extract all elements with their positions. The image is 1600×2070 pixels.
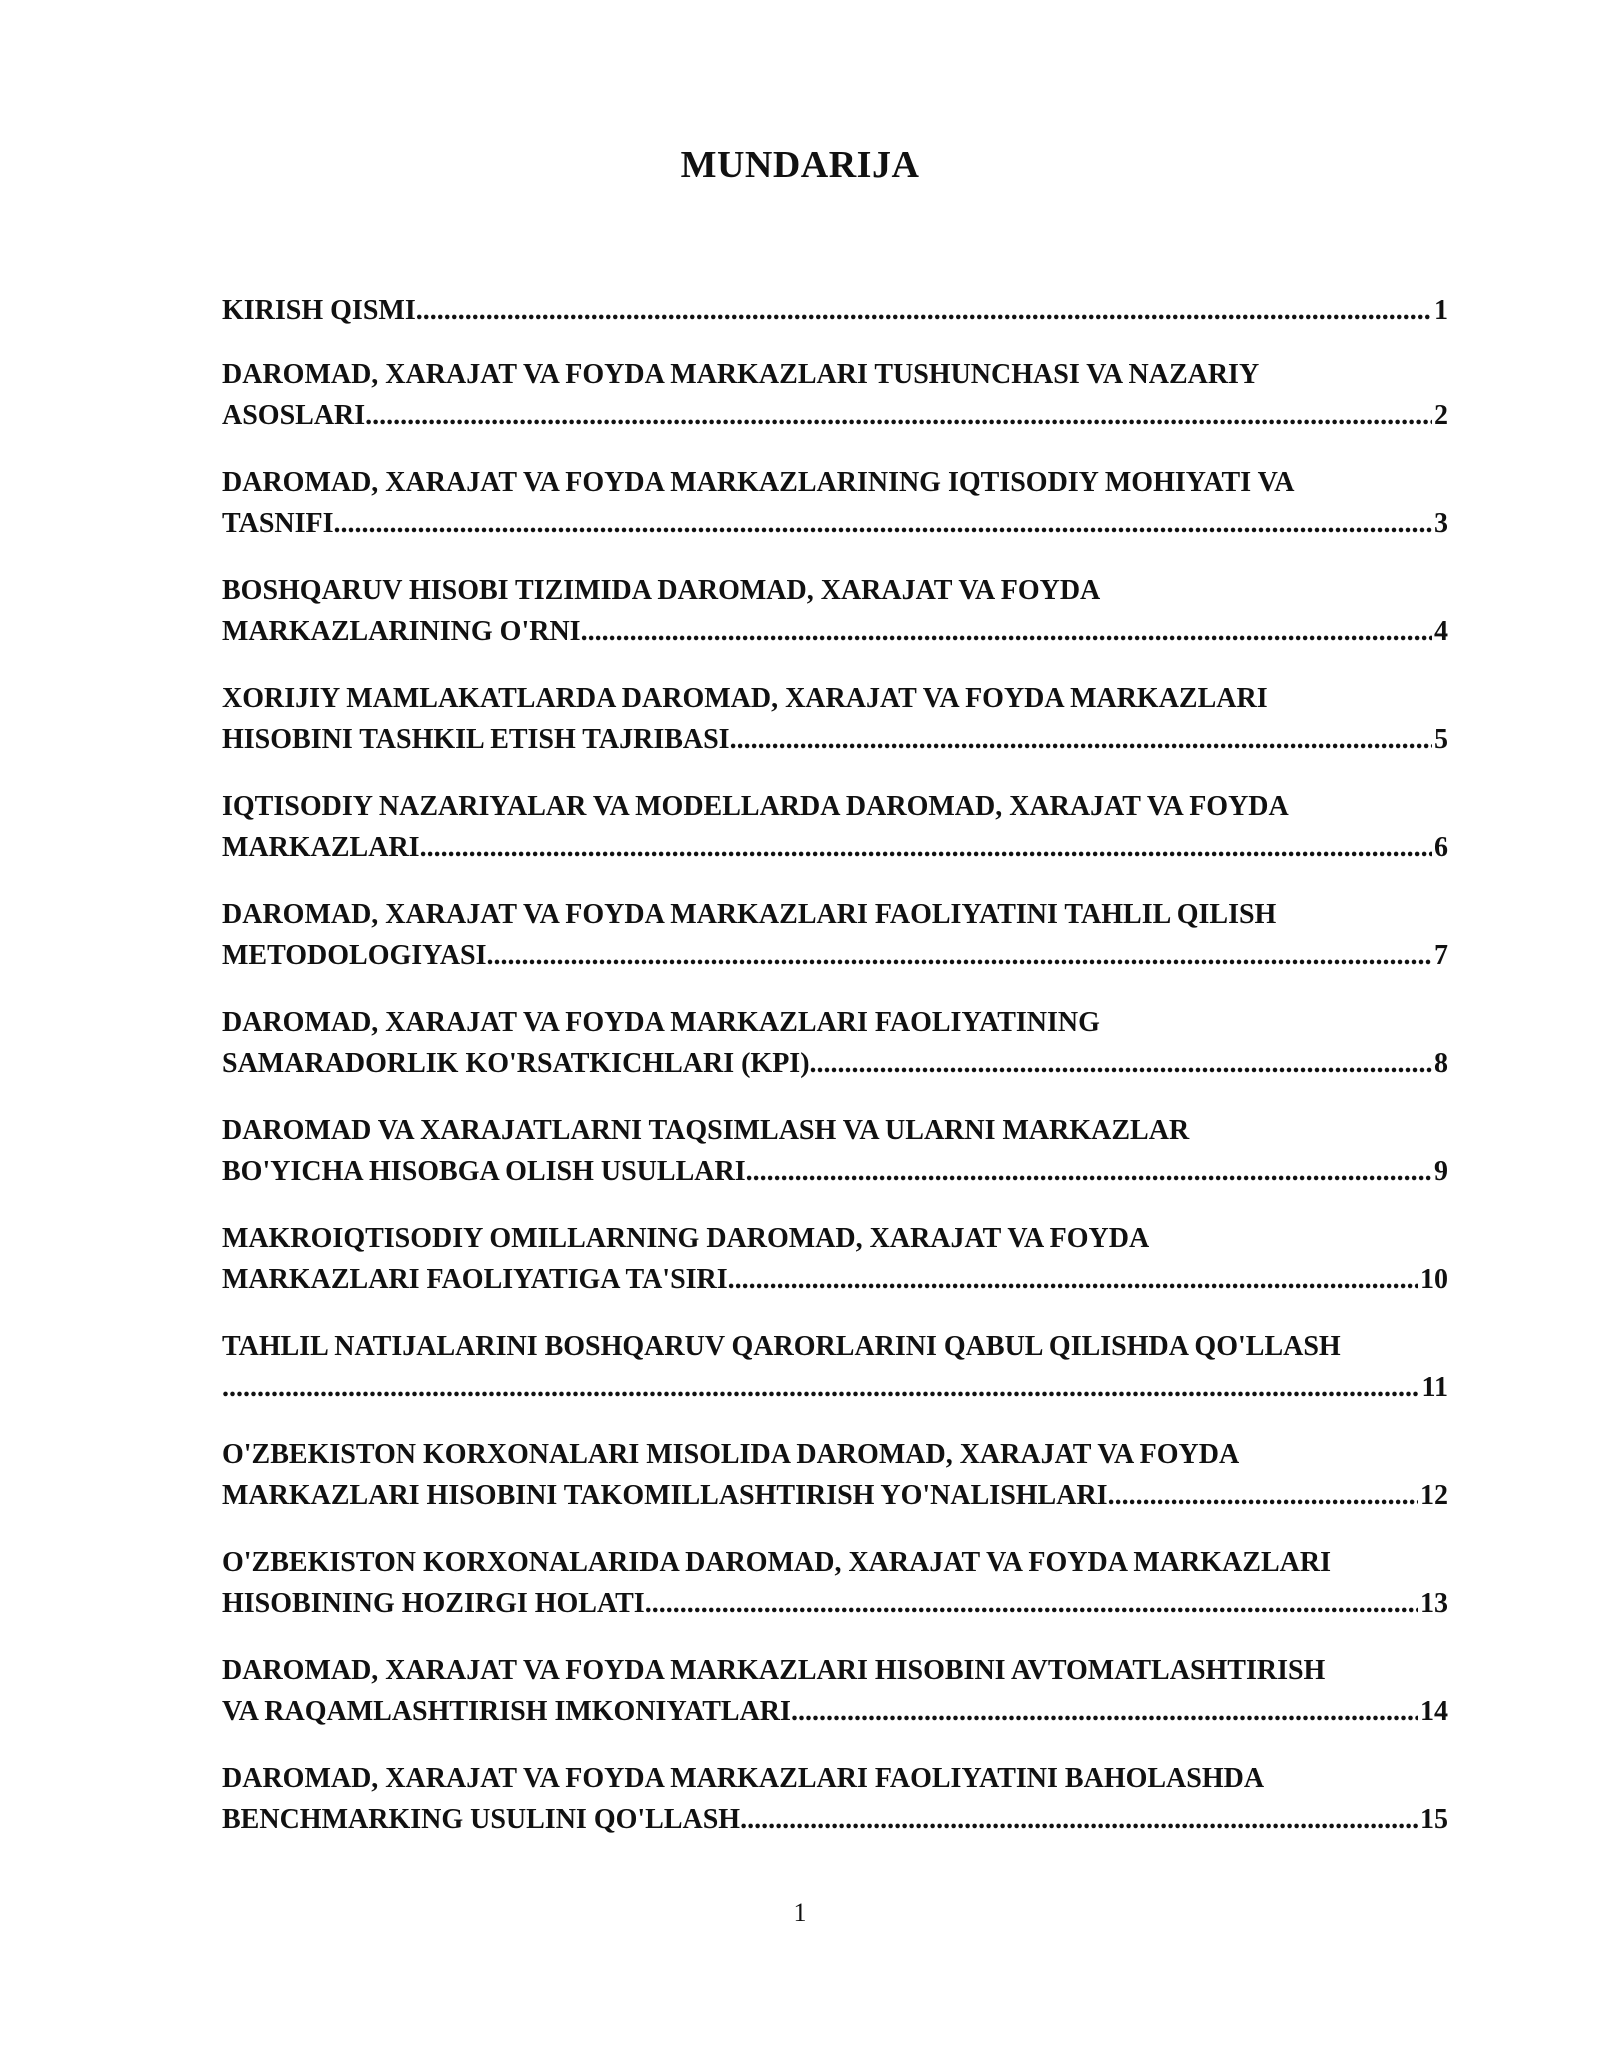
toc-entry-title-line: O'ZBEKISTON KORXONALARI MISOLIDA DAROMAD, XARAJAT VA FOYDA [222, 1439, 1240, 1470]
toc-entry-title-line: MARKAZLARI HISOBINI TAKOMILLASHTIRISH YO'NALISHLARI [222, 1480, 1108, 1511]
toc-entry-leader-line [222, 503, 1448, 544]
toc-entry-leader-line [222, 1691, 1448, 1732]
toc-page-number: 6 [1434, 832, 1448, 863]
toc-page-number: 11 [1421, 1372, 1448, 1403]
toc-page-number: 1 [1434, 295, 1448, 326]
table-of-contents [222, 290, 1448, 1866]
toc-entry[interactable] [222, 354, 1448, 436]
toc-entry[interactable] [222, 786, 1448, 868]
dot-leader [1108, 1475, 1418, 1516]
toc-entry-title-line: DAROMAD, XARAJAT VA FOYDA MARKAZLARI HISOBINI AVTOMATLASHTIRISH [222, 1655, 1326, 1686]
toc-page-number: 12 [1420, 1480, 1448, 1511]
toc-entry-title-line: BENCHMARKING USULINI QO'LLASH [222, 1804, 741, 1835]
toc-page-number: 14 [1420, 1696, 1448, 1727]
page-title: MUNDARIJA [680, 144, 920, 186]
toc-entry-title-line: HISOBINING HOZIRGI HOLATI [222, 1588, 645, 1619]
toc-entry-leader-line [222, 290, 1448, 331]
toc-entry[interactable] [222, 894, 1448, 976]
dot-leader [730, 719, 1432, 760]
toc-entry-title-line: IQTISODIY NAZARIYALAR VA MODELLARDA DAROMAD, XARAJAT VA FOYDA [222, 791, 1289, 822]
toc-entry-leader-line [222, 395, 1448, 436]
dot-leader [740, 1799, 1418, 1840]
toc-entry[interactable] [222, 570, 1448, 652]
toc-page-number: 2 [1434, 400, 1448, 431]
toc-entry-title-line: BO'YICHA HISOBGA OLISH USULLARI [222, 1156, 746, 1187]
toc-entry-title-line: DAROMAD, XARAJAT VA FOYDA MARKAZLARI FAOLIYATINI TAHLIL QILISH [222, 899, 1277, 930]
toc-page-number: 8 [1434, 1048, 1448, 1079]
toc-entry-title-line: MARKAZLARI [222, 832, 420, 863]
toc-entry-title-line: DAROMAD, XARAJAT VA FOYDA MARKAZLARI FAOLIYATINING [222, 1007, 1100, 1038]
toc-entry-leader-line [222, 1475, 1448, 1516]
toc-entry-title-line: SAMARADORLIK KO'RSATKICHLARI (KPI) [222, 1048, 810, 1079]
toc-entry-title-line: TASNIFI [222, 508, 334, 539]
toc-page-number: 7 [1434, 940, 1448, 971]
toc-entry[interactable] [222, 1218, 1448, 1300]
page-number: 1 [793, 1898, 807, 1927]
dot-leader [746, 1151, 1432, 1192]
toc-entry-leader-line [222, 719, 1448, 760]
dot-leader [420, 827, 1432, 868]
toc-page-number: 5 [1434, 724, 1448, 755]
toc-entry-leader-line [222, 935, 1448, 976]
dot-leader [581, 611, 1432, 652]
toc-entry-title-line: DAROMAD, XARAJAT VA FOYDA MARKAZLARINING IQTISODIY MOHIYATI VA [222, 467, 1295, 498]
toc-entry-leader-line [222, 1043, 1448, 1084]
toc-entry-leader-line [222, 1799, 1448, 1840]
toc-entry-title-line: BOSHQARUV HISOBI TIZIMIDA DAROMAD, XARAJAT VA FOYDA [222, 575, 1101, 606]
toc-entry[interactable] [222, 1758, 1448, 1840]
toc-entry[interactable] [222, 290, 1448, 331]
toc-page-number: 9 [1434, 1156, 1448, 1187]
toc-entry-title-line: KIRISH QISMI [222, 295, 416, 326]
toc-entry-title-line: DAROMAD, XARAJAT VA FOYDA MARKAZLARI TUSHUNCHASI VA NAZARIY [222, 359, 1260, 390]
toc-entry-leader-line [222, 1367, 1448, 1408]
toc-entry-leader-line [222, 1259, 1448, 1300]
toc-entry[interactable] [222, 1434, 1448, 1516]
toc-entry-leader-line [222, 611, 1448, 652]
dot-leader [791, 1691, 1418, 1732]
dot-leader [487, 935, 1432, 976]
dot-leader [222, 1367, 1420, 1408]
toc-entry-title-line: TAHLIL NATIJALARINI BOSHQARUV QARORLARINI QABUL QILISHDA QO'LLASH [222, 1331, 1341, 1362]
toc-page-number: 15 [1420, 1804, 1448, 1835]
toc-entry-title-line: MARKAZLARINING O'RNI [222, 616, 581, 647]
toc-entry[interactable] [222, 1326, 1448, 1408]
toc-entry-title-line: DAROMAD VA XARAJATLARNI TAQSIMLASH VA ULARNI MARKAZLAR [222, 1115, 1190, 1146]
toc-entry-title-line: MARKAZLARI FAOLIYATIGA TA'SIRI [222, 1264, 728, 1295]
toc-entry-leader-line [222, 1583, 1448, 1624]
dot-leader [645, 1583, 1418, 1624]
toc-entry-leader-line [222, 827, 1448, 868]
dot-leader [334, 503, 1432, 544]
toc-entry-title-line: HISOBINI TASHKIL ETISH TAJRIBASI [222, 724, 730, 755]
toc-entry-title-line: DAROMAD, XARAJAT VA FOYDA MARKAZLARI FAOLIYATINI BAHOLASHDA [222, 1763, 1265, 1794]
toc-entry[interactable] [222, 1110, 1448, 1192]
dot-leader [416, 290, 1432, 331]
dot-leader [365, 395, 1432, 436]
toc-entry-title-line: O'ZBEKISTON KORXONALARIDA DAROMAD, XARAJAT VA FOYDA MARKAZLARI [222, 1547, 1331, 1578]
toc-page-number: 13 [1420, 1588, 1448, 1619]
toc-entry[interactable] [222, 462, 1448, 544]
toc-entry[interactable] [222, 1650, 1448, 1732]
toc-entry-title-line: MAKROIQTISODIY OMILLARNING DAROMAD, XARAJAT VA FOYDA [222, 1223, 1150, 1254]
toc-page-number: 4 [1434, 616, 1448, 647]
toc-entry[interactable] [222, 678, 1448, 760]
toc-entry-title-line: ASOSLARI [222, 400, 366, 431]
dot-leader [810, 1043, 1432, 1084]
toc-page-number: 3 [1434, 508, 1448, 539]
toc-entry-title-line: VA RAQAMLASHTIRISH IMKONIYATLARI [222, 1696, 791, 1727]
toc-entry-title-line: XORIJIY MAMLAKATLARDA DAROMAD, XARAJAT VA FOYDA MARKAZLARI [222, 683, 1268, 714]
toc-entry[interactable] [222, 1542, 1448, 1624]
toc-entry-title-line: METODOLOGIYASI [222, 940, 487, 971]
toc-entry-leader-line [222, 1151, 1448, 1192]
toc-entry[interactable] [222, 1002, 1448, 1084]
dot-leader [728, 1259, 1418, 1300]
toc-page-number: 10 [1420, 1264, 1448, 1295]
